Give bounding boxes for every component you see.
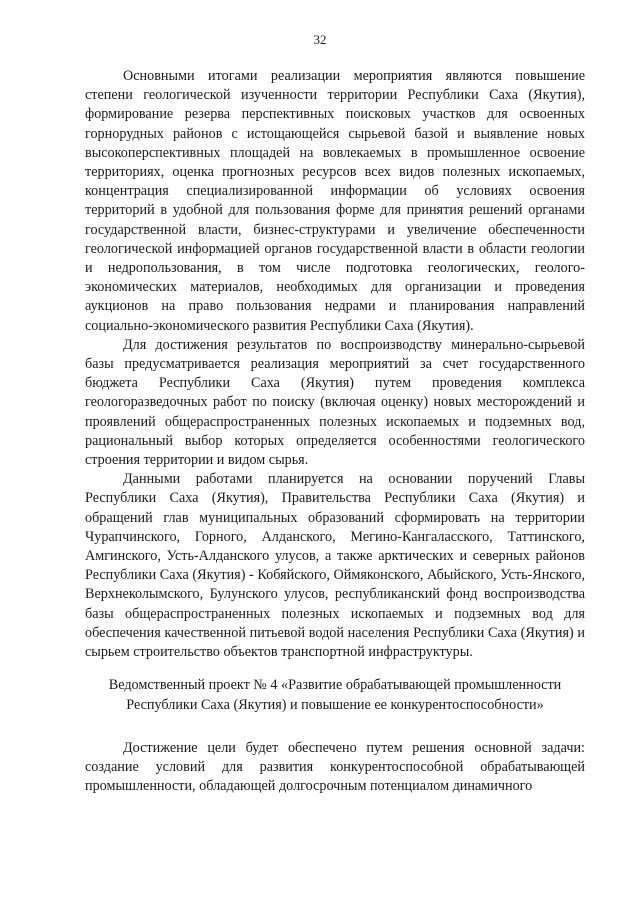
paragraph-goal: Достижение цели будет обеспечено путем решения основной задачи: создание условий для развития конкурентоспособной обрабатывающей промышленности, обладающей долгосрочным потенциалом динамичного [85, 739, 585, 795]
section-heading [85, 676, 585, 714]
section-heading-line-1: Ведомственный проект № 4 «Развитие обрабатывающей промышленности [108, 677, 562, 694]
paragraph-mineral-base: Для достижения результатов по воспроизводству минерально-сырьевой базы предусматривается реализация мероприятий за счет государственного бюджета Республики Саха (Якутия) путем проведения комплекса геологоразведочных работ по поиску (включая оценку) новых месторождений и проявлений общераспространенных полезных ископаемых и подземных вод, рациональный выбор которых определяется особенностями геологического строения территории и видом сырья. [85, 336, 585, 469]
page-number: 32 [313, 32, 327, 47]
section-heading-line-2: Республики Саха (Якутия) и повышение ее конкурентоспособности» [126, 696, 544, 713]
paragraph-results: Основными итогами реализации мероприятия являются повышение степени геологической изученности территории Республики Саха (Якутия), формирование резерва перспективных поисковых участков для освоенных горнорудных районов с истощающейся сырьевой базой и выявление новых высокоперспективных площадей на вовлекаемых в промышленное освоение территориях, оценка прогнозных ресурсов всех видов полезных ископаемых, концентрация специализированной информации об условиях освоения территорий в удобной для пользования форме для принятия решений органами государственной власти, бизнес-структурами и увеличение обеспеченности геологической информацией органов государственной власти в области геологии и недропользования, в том числе подготовка геологических, геолого-экономических материалов, необходимых для организации и проведения аукционов на право пользования недрами и планирования направлений социально-экономического развития Республики Саха (Якутия). [85, 68, 585, 334]
document-body [85, 67, 585, 796]
paragraph-planned-works: Данными работами планируется на основании поручений Главы Республики Саха (Якутия), Правительства Республики Саха (Якутия) и обращений глав муниципальных образований сформировать на территории Чурапчинского, Горного, Алданского, Мегино-Кангаласского, Таттинского, Амгинского, Усть-Алданского улусов, а также арктических и северных районов Республики Саха (Якутия) - Кобяйского, Оймяконского, Абыйского, Усть-Янского, Верхнеколымского, Булунского улусов, республиканский фонд воспроизводства базы общераспространенных полезных ископаемых и подземных вод для обеспечения качественной питьевой водой населения Республики Саха (Якутия) и сырьем строительство объектов транспортной инфраструктуры. [85, 471, 585, 661]
